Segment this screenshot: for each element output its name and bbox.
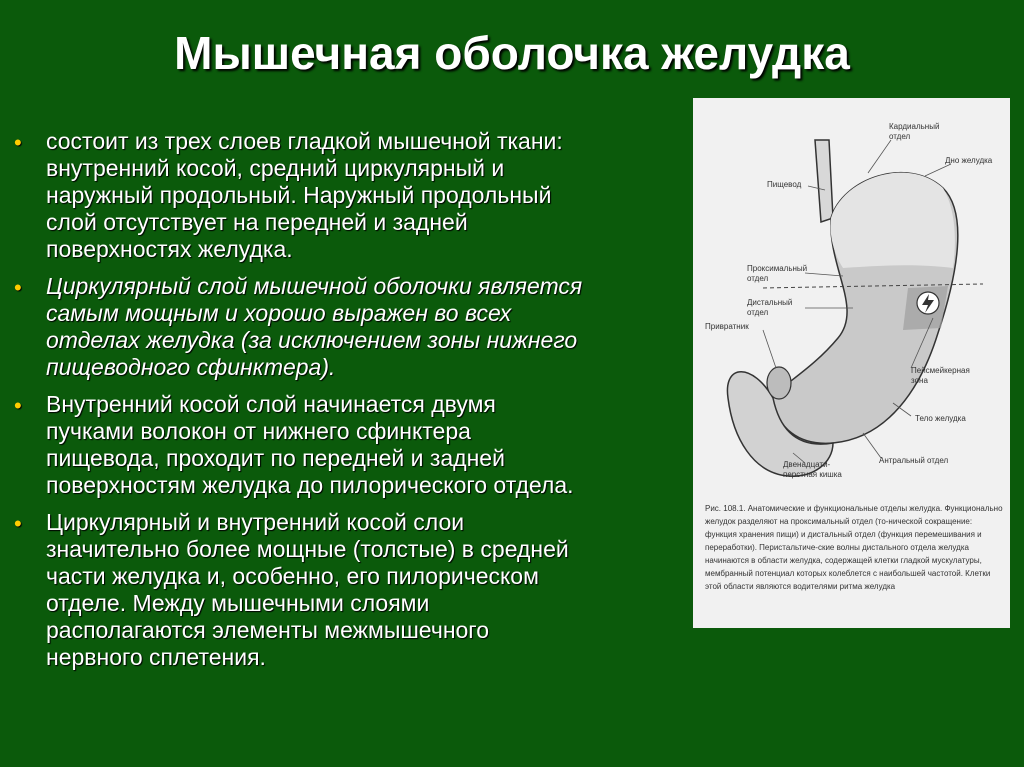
label-cardia: Кардиальный отдел	[889, 122, 940, 141]
esophagus-shape	[815, 140, 833, 222]
label-antral: Антральный отдел	[879, 456, 949, 465]
bullet-item	[10, 391, 700, 499]
stomach-figure	[693, 98, 1010, 628]
bullet-item	[10, 273, 700, 381]
bullet-icon: •	[14, 275, 22, 300]
bullet-list	[10, 128, 700, 681]
bullet-item	[10, 128, 700, 263]
label-body: Тело желудка	[915, 414, 966, 423]
proximal-area	[831, 173, 955, 268]
bullet-icon: •	[14, 393, 22, 418]
bullet-item	[10, 509, 700, 671]
label-distal: Дистальный отдел	[747, 298, 793, 317]
bullet-text: Циркулярный и внутренний косой слои значительно более мощные (толстые) в средней части желудка и, особенно, его пилорическом отделе. Между мышечными слоями располагаются элементы межмышечного нервного сплетения.	[46, 509, 569, 670]
pylorus-shape	[767, 367, 791, 399]
slide-title: Мышечная оболочка желудка	[174, 27, 850, 79]
bullet-text: состоит из трех слоев гладкой мышечной ткани: внутренний косой, средний циркулярный и наружный продольный. Наружный продольный слой отсутствует на передней и задней поверхностях желудка.	[46, 128, 563, 262]
bullet-text: Внутренний косой слой начинается двумя пучками волокон от нижнего сфинктера пищевода, проходит по передней и задней поверхностям желудка до пилорического отдела.	[46, 391, 574, 498]
bullet-text: Циркулярный слой мышечной оболочки является самым мощным и хорошо выражен во всех отделах желудка (за исключением зоны нижнего пищеводного сфинктера).	[46, 273, 583, 380]
label-duodenum: Двенадцати- перстная кишка	[783, 460, 842, 479]
bullet-icon: •	[14, 130, 22, 155]
label-pacemaker: Пейсмейкерная зона	[911, 366, 970, 385]
label-proximal: Проксимальный отдел	[747, 264, 808, 283]
bullet-icon: •	[14, 511, 22, 536]
figure-caption: Рис. 108.1. Анатомические и функциональные отделы желудка. Функционально желудок разделяют на проксимальный отдел (то-нической сокращение: функция хранения пищи) и дистальный отдел (функция перемешивания и переработки). Перистальтиче-ские волны дистального отдела желудка начинаются в области желудка, содержащей клетки гладкой мускулатуры, мембранный потенциал которых колеблется с наибольшей частотой. Клетки этой области являются водителями ритма желудка	[705, 504, 1003, 591]
label-esophagus: Пищевод	[767, 180, 802, 189]
label-pylorus: Привратник	[705, 322, 749, 331]
label-fundus: Дно желудка	[945, 156, 993, 165]
